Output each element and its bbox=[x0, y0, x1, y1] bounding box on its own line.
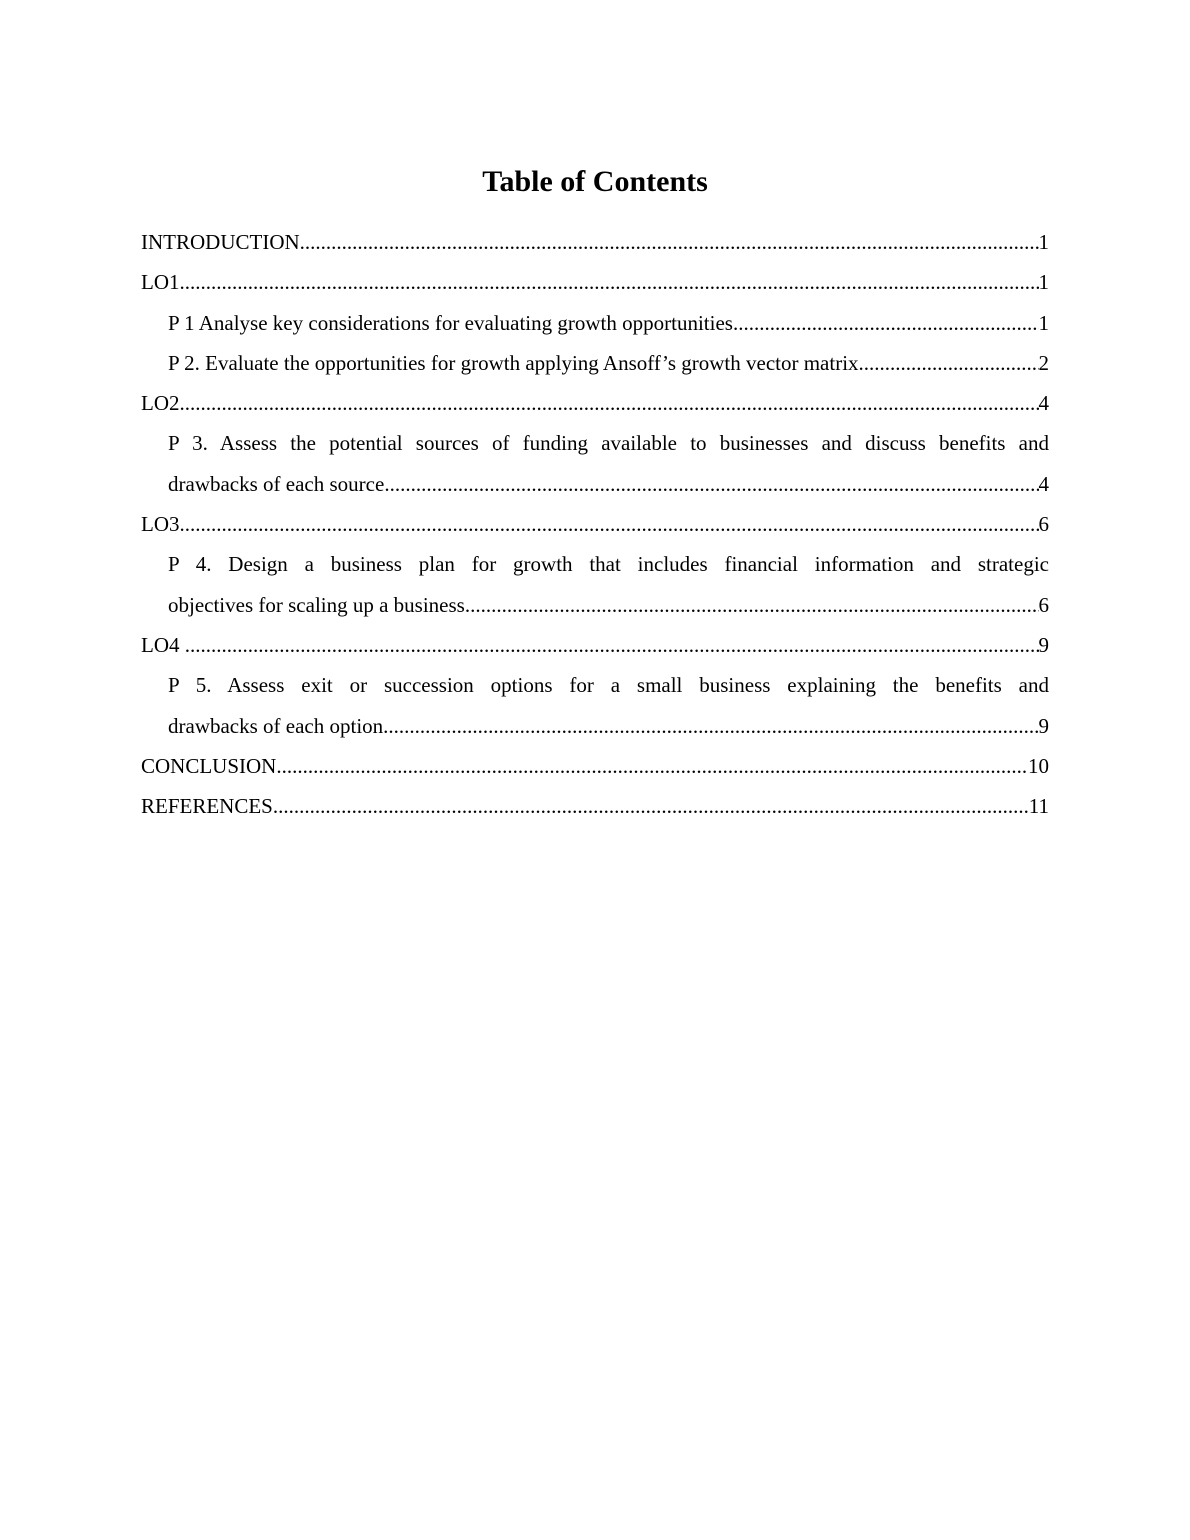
toc-entry-text: REFERENCES bbox=[141, 794, 273, 819]
toc-page-number: 6 bbox=[1038, 592, 1049, 617]
toc-page-number: 1 bbox=[1038, 270, 1049, 295]
toc-entry[interactable] bbox=[168, 665, 1049, 746]
toc-entry-line bbox=[168, 464, 1049, 504]
toc-entry-text: LO4 bbox=[141, 632, 185, 657]
toc-entry-line bbox=[141, 383, 1049, 423]
toc-entry-line bbox=[168, 585, 1049, 625]
toc-entry-text-line: P 5. Assess exit or succession options for a small business explaining the benefits and bbox=[168, 673, 1049, 698]
toc-entry[interactable] bbox=[168, 303, 1049, 343]
toc-page-number: 1 bbox=[1038, 310, 1049, 335]
toc-entry-text-line: P 3. Assess the potential sources of funding available to businesses and discuss benefits and bbox=[168, 431, 1049, 456]
toc-entry-text: CONCLUSION bbox=[141, 753, 277, 778]
toc-entry[interactable] bbox=[168, 544, 1049, 625]
toc-entry-text: drawbacks of each option bbox=[168, 713, 384, 738]
toc-page-number: 4 bbox=[1038, 391, 1049, 416]
toc-entry[interactable] bbox=[141, 786, 1049, 826]
toc-entry-text: LO2 bbox=[141, 391, 180, 416]
toc-entry-text: P 1 Analyse key considerations for evaluating growth opportunities bbox=[168, 310, 733, 335]
toc-entry[interactable] bbox=[168, 343, 1049, 383]
toc-entry[interactable] bbox=[141, 746, 1049, 786]
toc-dot-leader bbox=[300, 222, 1039, 262]
toc-entry[interactable] bbox=[141, 504, 1049, 544]
toc-dot-leader bbox=[185, 625, 1039, 665]
toc-entry[interactable] bbox=[141, 625, 1049, 665]
toc-page-number: 10 bbox=[1028, 753, 1049, 778]
toc-entry-line bbox=[141, 262, 1049, 302]
toc-page-number: 9 bbox=[1038, 713, 1049, 738]
toc-dot-leader bbox=[384, 464, 1038, 504]
toc-entry[interactable] bbox=[141, 383, 1049, 423]
toc-entry[interactable] bbox=[141, 222, 1049, 262]
toc-dot-leader bbox=[733, 303, 1039, 343]
toc-dot-leader bbox=[465, 585, 1039, 625]
toc-dot-leader bbox=[273, 786, 1029, 826]
toc-list bbox=[141, 222, 1049, 826]
toc-dot-leader bbox=[180, 383, 1039, 423]
toc-dot-leader bbox=[859, 343, 1039, 383]
toc-entry-text: objectives for scaling up a business bbox=[168, 592, 465, 617]
toc-entry-text-line: P 4. Design a business plan for growth that includes financial information and strategic bbox=[168, 552, 1049, 577]
toc-page-number: 11 bbox=[1028, 794, 1049, 819]
toc-entry-line bbox=[168, 343, 1049, 383]
toc-entry-text: P 2. Evaluate the opportunities for growth applying Ansoff’s growth vector matrix bbox=[168, 350, 859, 375]
toc-page-number: 6 bbox=[1038, 512, 1049, 537]
toc-entry-line bbox=[141, 625, 1049, 665]
toc-entry-line bbox=[141, 222, 1049, 262]
toc-page-number: 4 bbox=[1038, 471, 1049, 496]
toc-page-number: 2 bbox=[1038, 350, 1049, 375]
toc-dot-leader bbox=[383, 706, 1038, 746]
toc-entry-text: LO3 bbox=[141, 512, 180, 537]
toc-entry[interactable] bbox=[141, 262, 1049, 302]
toc-title: Table of Contents bbox=[482, 165, 708, 198]
toc-entry-line bbox=[141, 746, 1049, 786]
toc-entry-line bbox=[168, 706, 1049, 746]
toc-dot-leader bbox=[180, 504, 1039, 544]
toc-dot-leader bbox=[180, 262, 1039, 302]
toc-entry-line bbox=[168, 303, 1049, 343]
toc-page-number: 1 bbox=[1038, 230, 1049, 254]
toc-entry-line bbox=[141, 504, 1049, 544]
toc-entry-text: drawbacks of each source bbox=[168, 471, 385, 496]
toc-page-number: 9 bbox=[1038, 632, 1049, 657]
toc-dot-leader bbox=[276, 746, 1028, 786]
toc-entry[interactable] bbox=[168, 423, 1049, 504]
toc-entry-text: INTRODUCTION bbox=[141, 230, 300, 254]
toc-entry-line bbox=[141, 786, 1049, 826]
toc-entry-text: LO1 bbox=[141, 270, 180, 295]
